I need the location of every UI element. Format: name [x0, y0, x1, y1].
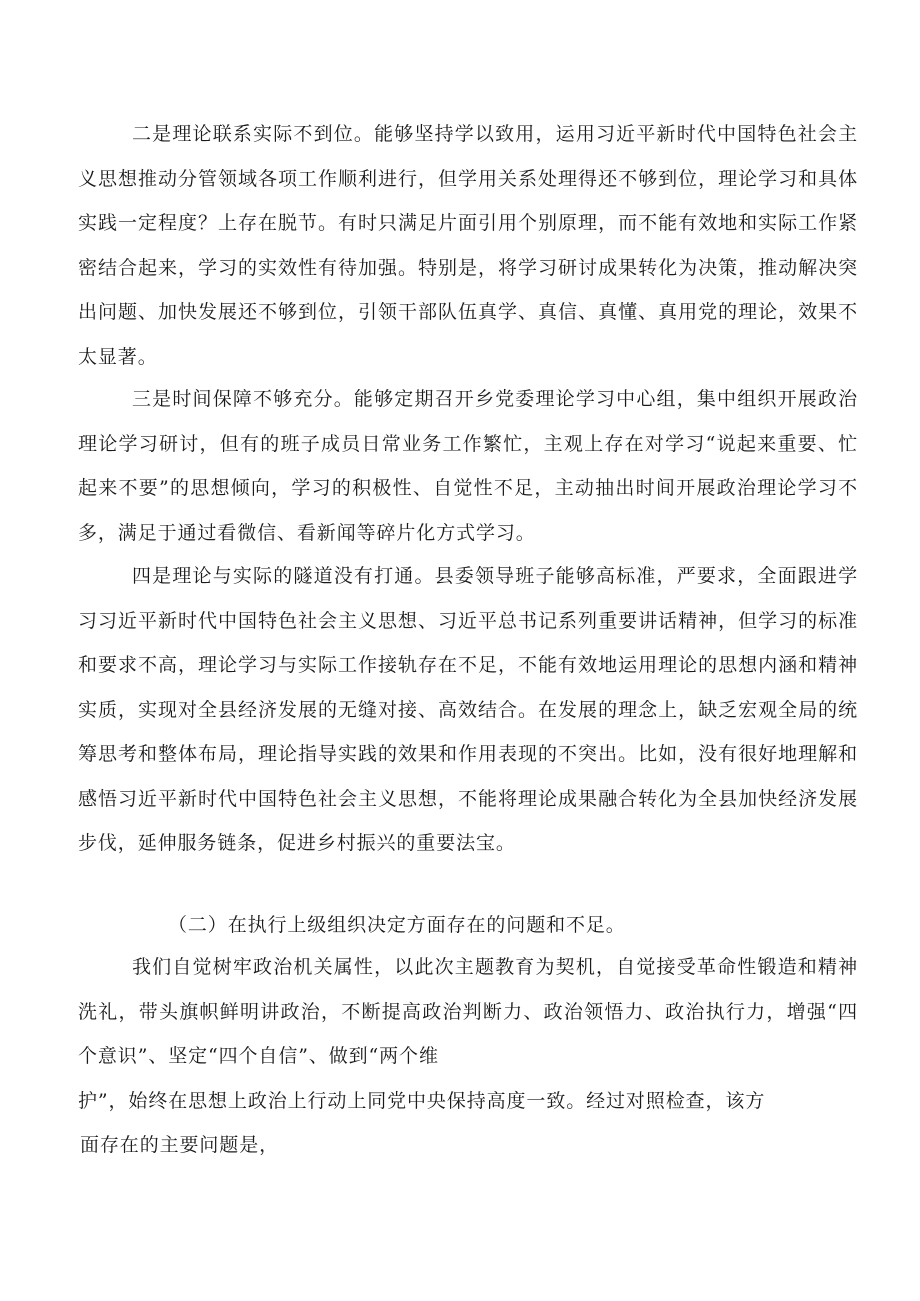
section-heading: （二）在执行上级组织决定方面存在的问题和不足。: [168, 914, 626, 936]
paragraph-theory-practice: 二是理论联系实际不到位。能够坚持学以致用，运用习近平新时代中国特色社会主义思想推动分管领域各项工作顺利进行，但学用关系处理得还不够到位，理论学习和具体实践一定程度？上存在脱节。有时只满足片面引用个别原理，而不能有效地和实际工作紧密结合起来，学习的实效性有待加强。特别是，将学习研讨成果转化为决策，推动解决突出问题、加快发展还不够到位，引领干部队伍真学、真信、真懂、真用党的理论，效果不太显著。: [78, 123, 858, 368]
paragraph-political-attribute-part3: 面存在的主要问题是，: [80, 1134, 280, 1156]
paragraph-political-attribute-part2: 护”，始终在思想上政治上行动上同党中央保持高度一致。经过对照检查，该方: [78, 1089, 766, 1112]
paragraph-political-attribute: [78, 945, 858, 1168]
paragraph-time-guarantee: 三是时间保障不够充分。能够定期召开乡党委理论学习中心组，集中组织开展政治理论学习研讨，但有的班子成员日常业务工作繁忙，主观上存在对学习“说起来重要、忙起来不要”的思想倾向，学习的积极性、自觉性不足，主动抽出时间开展政治理论学习不多，满足于通过看微信、看新闻等碎片化方式学习。: [78, 388, 858, 544]
paragraph-political-attribute-part1: 我们自觉树牢政治机关属性，以此次主题教育为契机，自觉接受革命性锻造和精神洗礼，带头旗帜鲜明讲政治，不断提高政治判断力、政治领悟力、政治执行力，增强“四个意识”、坚定“四个自信”、做到“两个维: [78, 956, 858, 1067]
paragraph-theory-tunnel: 四是理论与实际的隧道没有打通。县委领导班子能够高标准，严要求，全面跟进学习习近平新时代中国特色社会主义思想、习近平总书记系列重要讲话精神，但学习的标准和要求不高，理论学习与实际工作接轨存在不足，不能有效地运用理论的思想内涵和精神实质，实现对全县经济发展的无缝对接、高效结合。在发展的理念上，缺乏宏观全局的统筹思考和整体布局，理论指导实践的效果和作用表现的不突出。比如，没有很好地理解和感悟习近平新时代中国特色社会主义思想，不能将理论成果融合转化为全县加快经济发展步伐，延伸服务链条，促进乡村振兴的重要法宝。: [78, 565, 858, 854]
